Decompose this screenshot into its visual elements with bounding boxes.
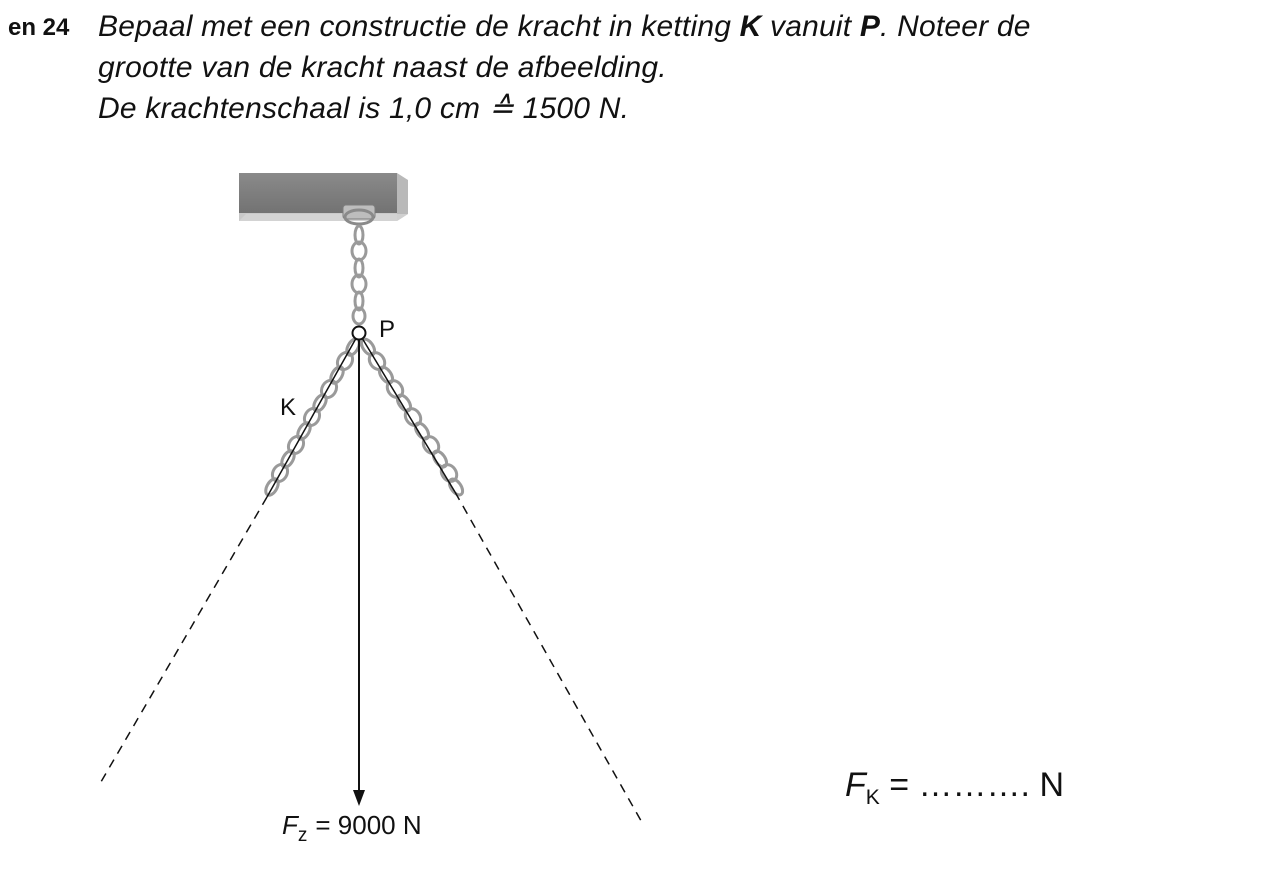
chain-k-label: K	[280, 394, 297, 421]
top-chain	[352, 226, 366, 324]
answer-field[interactable]: $F_K$ = ………. N	[845, 766, 1064, 809]
question-line-2: grootte van de kracht naast de afbeelding.	[98, 51, 667, 84]
point-p-label: P	[379, 316, 396, 343]
question-line-3: De krachtenschaal is 1,0 cm ≙ 1500 N.	[98, 92, 630, 125]
right-chain	[359, 337, 466, 497]
gravity-force-label: $F_z = 9000$ N	[282, 810, 422, 846]
right-dashed-line	[455, 492, 644, 826]
arrow-head-icon	[353, 790, 365, 806]
mount-bracket	[343, 205, 375, 224]
point-p-marker	[353, 327, 366, 340]
left-dashed-line	[98, 497, 267, 787]
question-line-1: Bepaal met een constructie de kracht in ketting K vanuit P. Noteer de	[98, 10, 1031, 43]
ceiling-beam	[239, 173, 408, 221]
right-chain-line	[359, 333, 455, 492]
question-number: en 24	[8, 14, 70, 41]
